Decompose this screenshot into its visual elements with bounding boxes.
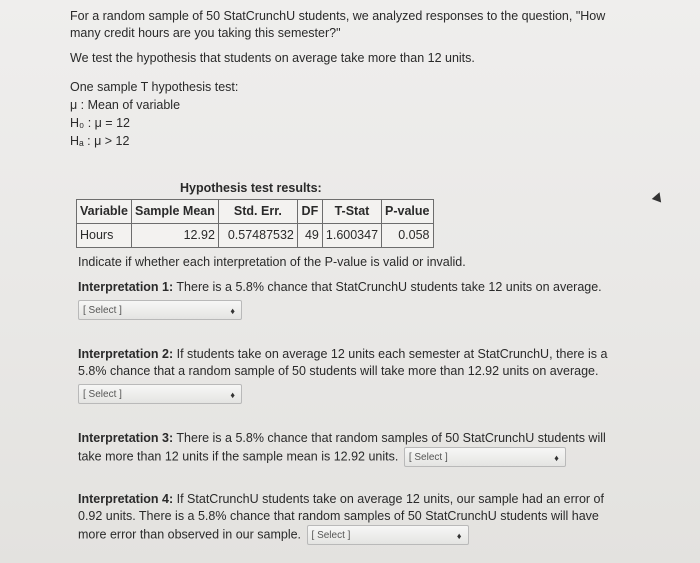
mouse-cursor-icon (652, 191, 664, 203)
interpretation-4-label: Interpretation 4: (78, 492, 174, 506)
interpretation-3-select[interactable] (404, 447, 566, 467)
interpretation-4-select[interactable] (307, 525, 469, 545)
question-content (70, 8, 630, 545)
instructions: Indicate if whether each interpretation of the P-value is valid or invalid. (78, 255, 466, 269)
cell-variable: Hours (77, 224, 132, 248)
interpretation-4-text: If StatCrunchU students take on average 12 units, our sample had an error of 0.92 units. There is a 5.8% chance that random samples of 50 StatCrunchU students will have more error than observed in our sample. (78, 492, 604, 542)
select-caret-icon: ♦ (230, 390, 235, 400)
select-caret-icon: ♦ (456, 531, 462, 541)
col-variable: Variable (77, 200, 132, 224)
question-intro: For a random sample of 50 StatCrunchU students, we analyzed responses to the question, "How many credit hours are you taking this semester?" (70, 9, 606, 40)
col-sample-mean: Sample Mean (132, 200, 219, 224)
alt-hypothesis: Hₐ : μ > 12 (70, 134, 130, 148)
col-p-value: P-value (382, 200, 433, 224)
select-value: [ Select ] (83, 305, 122, 316)
interpretation-1-select[interactable] (78, 300, 242, 320)
results-table (76, 199, 434, 248)
interpretation-4 (78, 491, 630, 545)
interpretation-3-label: Interpretation 3: (78, 431, 174, 445)
cell-std-err: 0.57487532 (218, 224, 297, 248)
results-header-row (77, 200, 434, 224)
test-setup (70, 79, 630, 150)
interpretation-2-select[interactable] (78, 384, 242, 404)
test-title: One sample T hypothesis test: (70, 80, 239, 94)
interpretation-1 (78, 279, 630, 320)
cell-p-value: 0.058 (382, 224, 433, 248)
col-std-err: Std. Err. (218, 200, 297, 224)
interpretation-1-label: Interpretation 1: (78, 280, 174, 294)
table-row (77, 224, 434, 248)
col-df: DF (297, 200, 322, 224)
interpretation-2-text: If students take on average 12 units each semester at StatCrunchU, there is a 5.8% chance that a random sample of 50 students will take more than 12.92 units on average. (78, 347, 608, 378)
hypothesis-statement: We test the hypothesis that students on average take more than 12 units. (70, 51, 475, 65)
cell-t-stat: 1.600347 (322, 224, 381, 248)
interpretation-3 (78, 430, 630, 467)
interpretation-3-text: There is a 5.8% chance that random samples of 50 StatCrunchU students will take more than 12 units if the sample mean is 12.92 units. (78, 431, 606, 464)
select-caret-icon: ♦ (230, 306, 235, 316)
mu-definition: μ : Mean of variable (70, 98, 181, 112)
cell-df: 49 (297, 224, 322, 248)
interpretation-1-text: There is a 5.8% chance that StatCrunchU students take 12 units on average. (176, 280, 602, 294)
interpretation-2-label: Interpretation 2: (78, 347, 174, 361)
select-value: [ Select ] (408, 452, 448, 463)
col-t-stat: T-Stat (322, 200, 381, 224)
interpretation-2 (78, 346, 630, 404)
results-title: Hypothesis test results: (180, 181, 322, 195)
select-value: [ Select ] (83, 389, 122, 400)
null-hypothesis: H₀ : μ = 12 (70, 116, 130, 130)
cell-sample-mean: 12.92 (132, 224, 219, 248)
select-caret-icon: ♦ (554, 453, 559, 463)
select-value: [ Select ] (311, 530, 351, 541)
